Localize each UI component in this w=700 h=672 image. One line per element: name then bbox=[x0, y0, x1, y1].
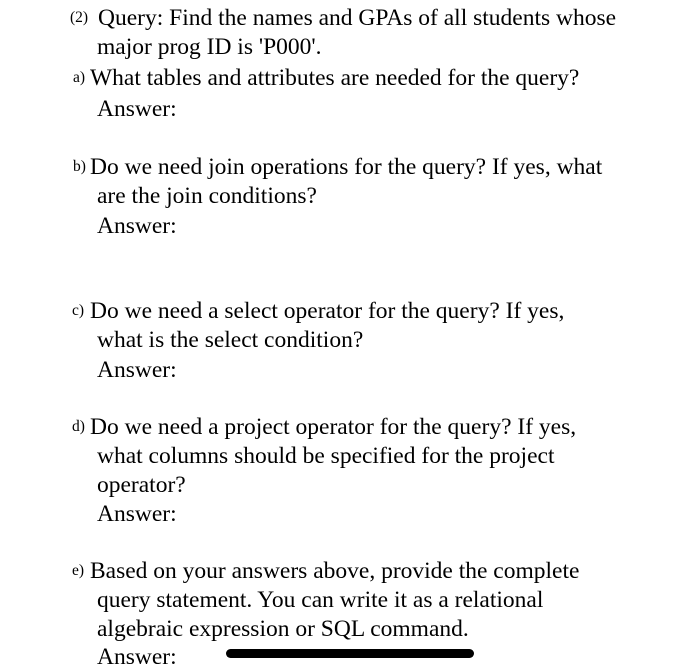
question-line-1: Query: Find the names and GPAs of all students whose bbox=[98, 5, 617, 31]
redaction-bar bbox=[226, 649, 474, 658]
part-b-line-2: are the join conditions? bbox=[97, 183, 317, 209]
part-d-marker: d) bbox=[72, 418, 85, 435]
part-e-line-3: algebraic expression or SQL command. bbox=[97, 616, 469, 642]
question-number: (2) bbox=[70, 9, 89, 26]
part-a-line-1: What tables and attributes are needed for the query? bbox=[90, 65, 580, 91]
part-c-line-1: Do we need a select operator for the query? If yes, bbox=[90, 298, 565, 324]
part-c-marker: c) bbox=[72, 302, 85, 319]
part-e-marker: e) bbox=[72, 562, 85, 579]
part-c-answer-label: Answer: bbox=[97, 357, 177, 383]
part-a-marker: a) bbox=[73, 69, 86, 86]
part-e-line-2: query statement. You can write it as a relational bbox=[97, 587, 544, 613]
part-d-answer-label: Answer: bbox=[97, 501, 177, 527]
part-b-marker: b) bbox=[73, 158, 86, 175]
part-e-line-1: Based on your answers above, provide the complete bbox=[90, 558, 580, 584]
part-d-line-2: what columns should be specified for the project bbox=[97, 443, 555, 469]
part-d-line-3: operator? bbox=[97, 472, 186, 498]
part-b-answer-label: Answer: bbox=[97, 213, 177, 239]
question-line-2: major prog ID is 'P000'. bbox=[97, 34, 322, 60]
part-a-answer-label: Answer: bbox=[97, 96, 177, 122]
part-e-answer-label: Answer: bbox=[97, 644, 177, 670]
part-c-line-2: what is the select condition? bbox=[97, 327, 364, 353]
part-b-line-1: Do we need join operations for the query? If yes, what bbox=[90, 154, 603, 180]
part-d-line-1: Do we need a project operator for the query? If yes, bbox=[90, 414, 577, 440]
